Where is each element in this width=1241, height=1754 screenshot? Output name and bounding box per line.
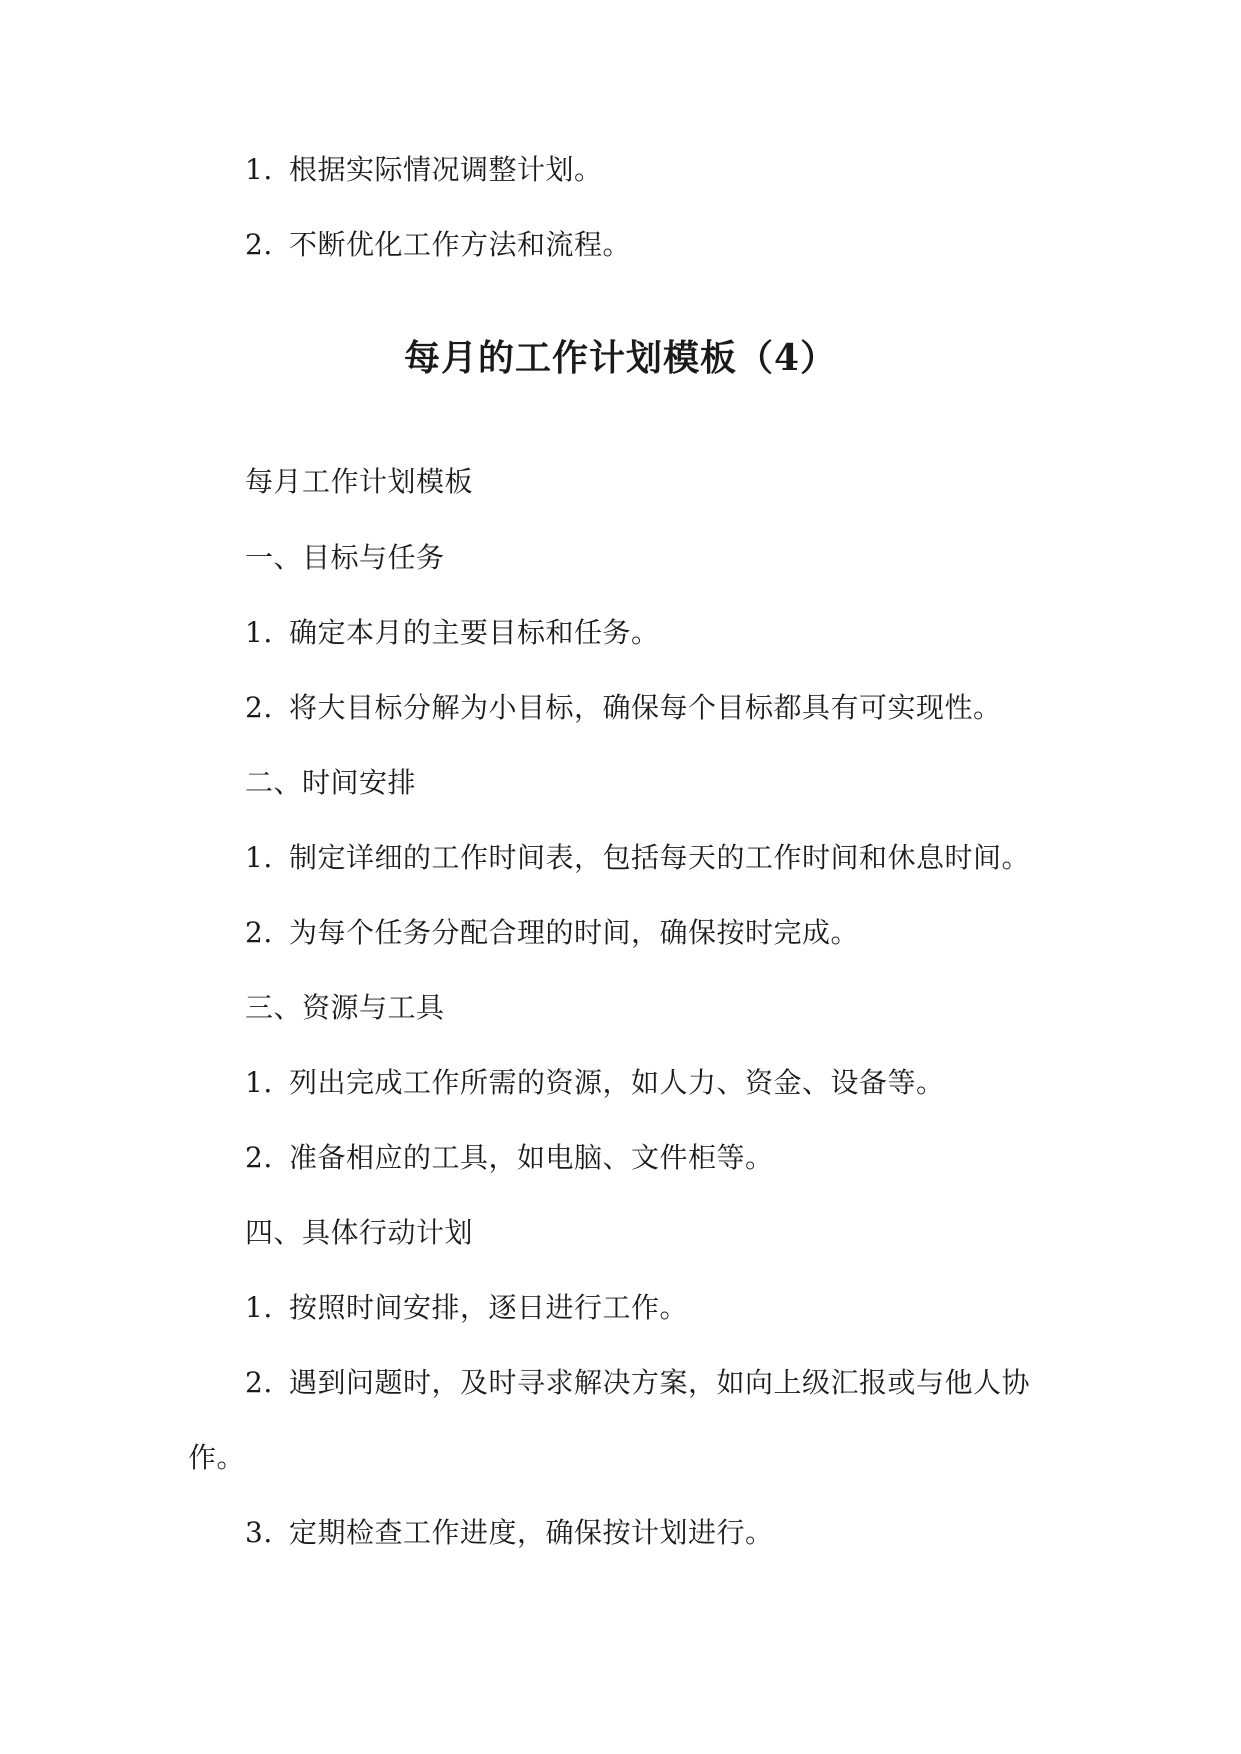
list-item bbox=[245, 1138, 774, 1178]
list-item bbox=[245, 688, 1002, 728]
list-item bbox=[245, 150, 603, 190]
item-number: 2. bbox=[245, 1141, 273, 1174]
list-item bbox=[245, 1063, 945, 1103]
item-number: 1. bbox=[245, 616, 273, 649]
item-text: 将大目标分解为小目标，确保每个目标都具有可实现性。 bbox=[289, 691, 1002, 724]
section-heading: 一、目标与任务 bbox=[245, 541, 445, 574]
item-number: 1. bbox=[245, 153, 273, 186]
list-item bbox=[245, 225, 631, 265]
item-number: 1. bbox=[245, 1066, 273, 1099]
item-text: 遇到问题时，及时寻求解决方案，如向上级汇报或与他人协 bbox=[289, 1366, 1031, 1399]
item-text: 根据实际情况调整计划。 bbox=[289, 153, 603, 186]
item-text: 定期检查工作进度，确保按计划进行。 bbox=[289, 1516, 774, 1549]
section-heading: 三、资源与工具 bbox=[245, 991, 445, 1024]
item-number: 1. bbox=[245, 841, 273, 874]
item-number: 3. bbox=[245, 1516, 273, 1549]
list-item bbox=[245, 913, 859, 953]
item-text: 为每个任务分配合理的时间，确保按时完成。 bbox=[289, 916, 860, 949]
item-number: 2. bbox=[245, 691, 273, 724]
list-item-continuation: 作。 bbox=[188, 1441, 246, 1474]
item-text: 列出完成工作所需的资源，如人力、资金、设备等。 bbox=[289, 1066, 945, 1099]
document-title: 每月的工作计划模板（4） bbox=[403, 337, 838, 379]
item-number: 2. bbox=[245, 916, 273, 949]
list-item bbox=[245, 1513, 774, 1553]
section-heading: 四、具体行动计划 bbox=[245, 1216, 474, 1249]
list-item bbox=[245, 838, 1030, 878]
item-text: 不断优化工作方法和流程。 bbox=[289, 228, 632, 261]
section-heading: 二、时间安排 bbox=[245, 766, 417, 799]
item-text: 准备相应的工具，如电脑、文件柜等。 bbox=[289, 1141, 774, 1174]
list-item bbox=[245, 613, 660, 653]
item-text: 确定本月的主要目标和任务。 bbox=[289, 616, 660, 649]
document-subtitle: 每月工作计划模板 bbox=[245, 465, 474, 498]
item-number: 2. bbox=[245, 228, 273, 261]
item-number: 2. bbox=[245, 1366, 273, 1399]
item-number: 1. bbox=[245, 1291, 273, 1324]
item-text: 制定详细的工作时间表，包括每天的工作时间和休息时间。 bbox=[289, 841, 1031, 874]
item-text: 按照时间安排，逐日进行工作。 bbox=[289, 1291, 689, 1324]
list-item bbox=[245, 1363, 1030, 1403]
list-item bbox=[245, 1288, 688, 1328]
